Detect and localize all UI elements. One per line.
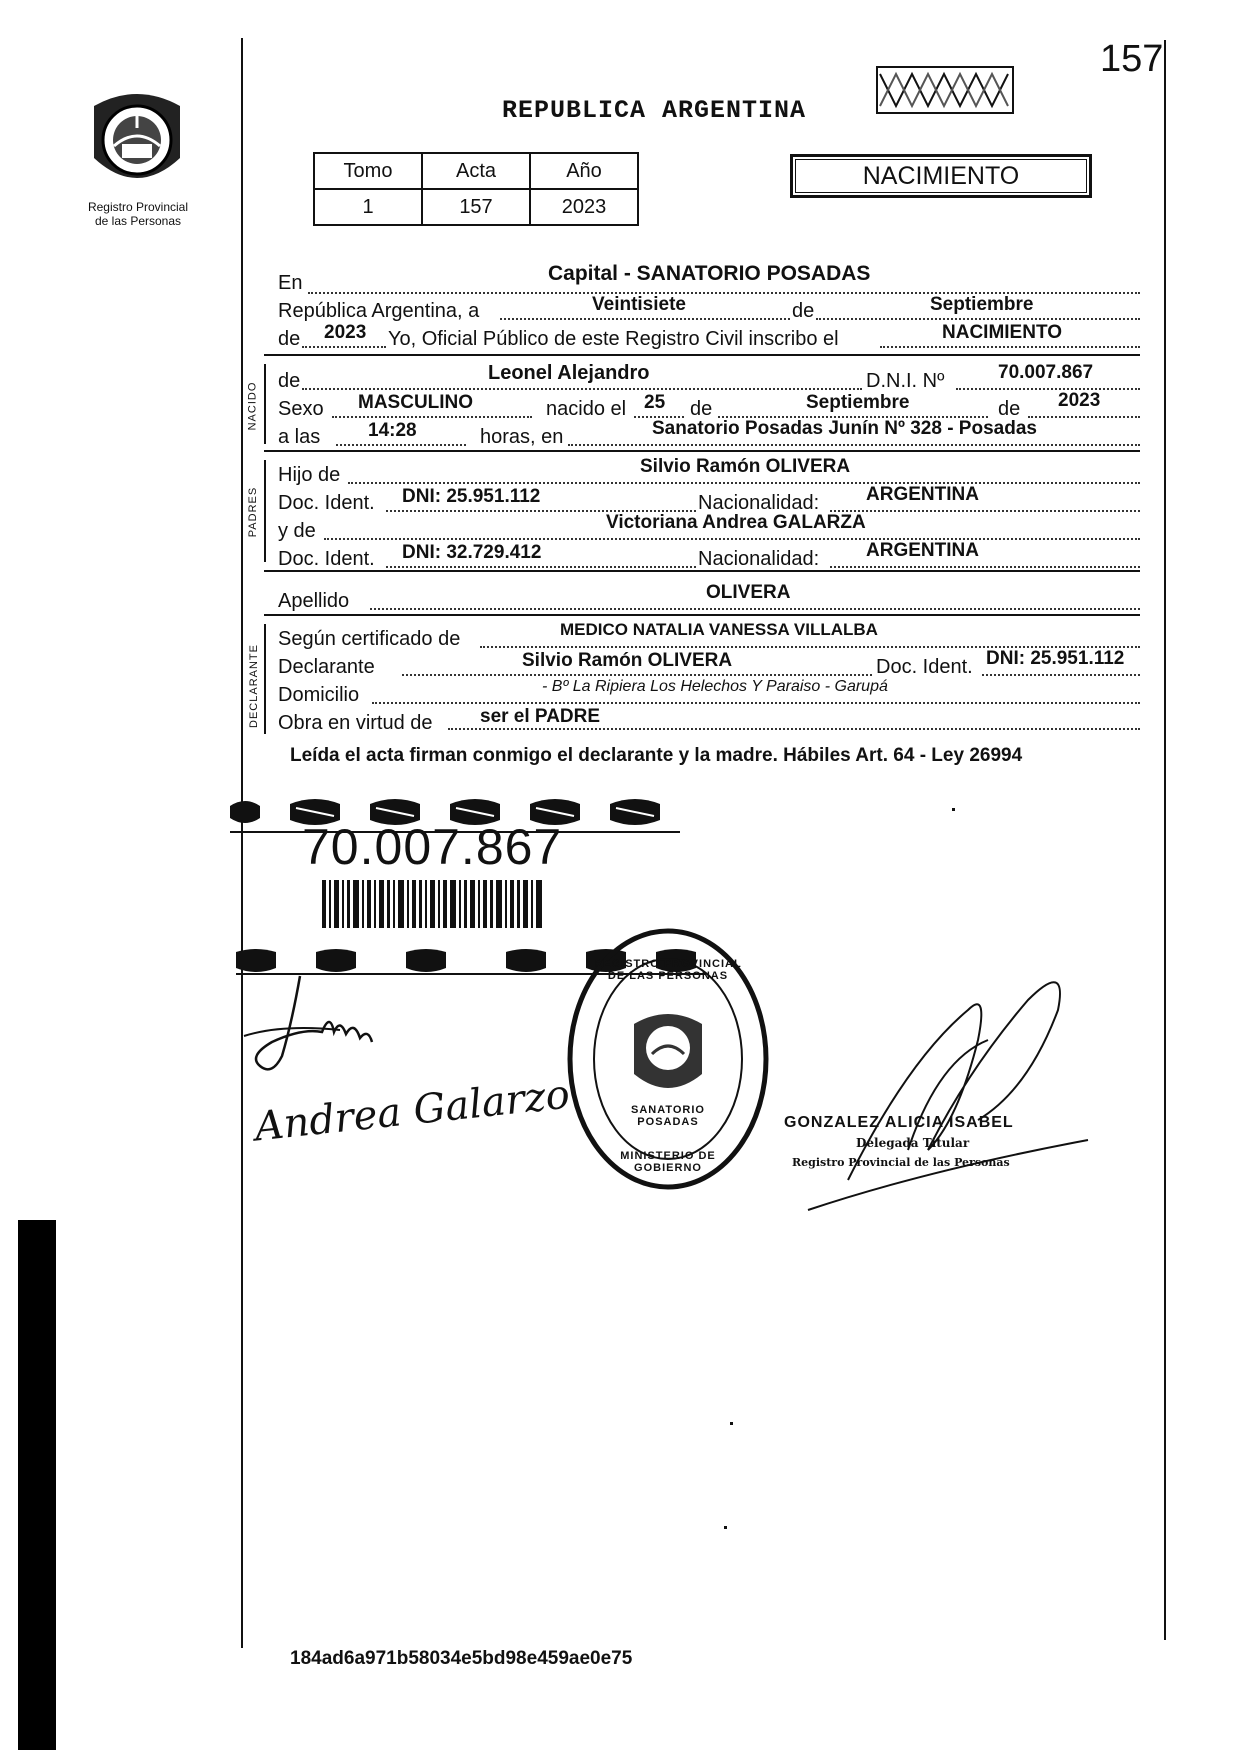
label-de-mes: de xyxy=(792,300,815,322)
nombre-nacido: Leonel Alejandro xyxy=(488,362,650,384)
anio-nacimiento: 2023 xyxy=(1058,390,1101,411)
dia-nacimiento: 25 xyxy=(644,392,666,413)
anio-value: 2023 xyxy=(530,189,638,225)
official-role: Delegada Titular xyxy=(856,1136,970,1150)
tomo-header: Tomo xyxy=(314,153,422,189)
act-type: NACIMIENTO xyxy=(862,162,1020,190)
dots-padre xyxy=(348,482,1140,484)
padre-documento: DNI: 25.951.112 xyxy=(402,486,541,507)
nacido-bracket xyxy=(264,364,266,444)
dots-dni xyxy=(956,388,1140,390)
label-apellido: Apellido xyxy=(278,590,350,612)
madre-documento: DNI: 32.729.412 xyxy=(402,542,542,563)
domicilio: - Bº La Ripiera Los Helechos Y Paraiso - Garupá xyxy=(542,678,888,695)
label-inscribo: Yo, Oficial Público de este Registro Civil inscribo el xyxy=(388,328,839,350)
label-republica: República Argentina, a xyxy=(278,300,480,322)
lugar-inscripcion: Capital - SANATORIO POSADAS xyxy=(548,262,871,285)
scan-speck xyxy=(730,1422,733,1425)
section-padres: PADRES xyxy=(247,486,260,538)
dots-nombre xyxy=(302,388,862,390)
tomo-value: 1 xyxy=(314,189,422,225)
madre-nombre: Victoriana Andrea GALARZA xyxy=(606,512,866,533)
label-obra: Obra en virtud de xyxy=(278,712,433,734)
label-horas-en: horas, en xyxy=(480,426,564,448)
separator-2 xyxy=(264,450,1140,452)
acta-header: Acta xyxy=(422,153,530,189)
stamp-outer-text: REGISTRO PROVINCIAL DE LAS PERSONAS xyxy=(594,958,742,982)
registry-label: Registro Provincial de las Personas xyxy=(87,200,189,228)
label-nac-madre: Nacionalidad: xyxy=(698,548,820,570)
mes-nacimiento: Septiembre xyxy=(806,392,910,413)
madre-nacionalidad: ARGENTINA xyxy=(866,540,979,561)
scan-speck xyxy=(952,808,955,811)
separator-1 xyxy=(264,354,1140,356)
label-a-las: a las xyxy=(278,426,321,448)
label-y-de: y de xyxy=(278,520,316,542)
padre-nombre: Silvio Ramón OLIVERA xyxy=(640,456,851,477)
dots-hora xyxy=(336,444,466,446)
label-en: En xyxy=(278,272,303,294)
scan-edge-black xyxy=(18,1220,56,1750)
dots-obra xyxy=(448,728,1140,730)
closing-text: Leída el acta firman conmigo el declarante y la madre. Hábiles Art. 64 - Ley 26994 xyxy=(290,745,1023,766)
declarant-signature-icon xyxy=(242,972,382,1082)
stamp-bottom-text: MINISTERIO DE GOBIERNO xyxy=(620,1150,716,1174)
section-declarante: DECLARANTE xyxy=(247,644,260,728)
obra-en-virtud: ser el PADRE xyxy=(480,706,601,727)
anio-header: Año xyxy=(530,153,638,189)
padres-bracket xyxy=(264,460,266,562)
mes-inscripcion: Septiembre xyxy=(930,294,1034,315)
dots-dia xyxy=(500,318,790,320)
separator-4 xyxy=(264,614,1140,616)
label-doc-padre: Doc. Ident. xyxy=(278,492,375,514)
label-nac-padre: Nacionalidad: xyxy=(698,492,820,514)
stamp-inner-text: SANATORIO POSADAS xyxy=(631,1104,705,1128)
padre-nacionalidad: ARGENTINA xyxy=(866,484,979,505)
label-doc-declarante: Doc. Ident. xyxy=(876,656,973,678)
dots-nac-madre xyxy=(830,566,1140,568)
scan-speck xyxy=(724,1526,727,1529)
label-segun: Según certificado de xyxy=(278,628,461,650)
page-number: 157 xyxy=(1100,38,1164,80)
apellido: OLIVERA xyxy=(706,582,791,603)
dni-nacido: 70.007.867 xyxy=(998,362,1094,383)
tipo-acta: NACIMIENTO xyxy=(942,322,1062,343)
label-de-mes-nac: de xyxy=(690,398,713,420)
label-dni: D.N.I. Nº xyxy=(866,370,945,392)
declarante-bracket xyxy=(264,624,266,734)
dots-mes xyxy=(816,318,1140,320)
province-seal-icon xyxy=(84,86,190,196)
declarante-nombre: Silvio Ramón OLIVERA xyxy=(522,650,733,671)
act-type-box xyxy=(790,154,1092,198)
label-declarante: Declarante xyxy=(278,656,375,678)
act-reference-table xyxy=(313,152,639,226)
dots-anio-nac xyxy=(1028,416,1140,418)
separator-3 xyxy=(264,570,1140,572)
hora-nacimiento: 14:28 xyxy=(368,420,417,441)
dots-lugar-nac xyxy=(568,444,1140,446)
label-doc-madre: Doc. Ident. xyxy=(278,548,375,570)
certificado-medico: MEDICO NATALIA VANESSA VILLALBA xyxy=(560,620,878,639)
official-name: GONZALEZ ALICIA ISABEL xyxy=(784,1114,1014,1131)
dots-sexo xyxy=(332,416,532,418)
official-signature-icon xyxy=(788,950,1098,1220)
mother-signature: Andrea Galarzo xyxy=(252,1071,572,1151)
sexo: MASCULINO xyxy=(358,392,474,413)
dots-domicilio xyxy=(372,702,1140,704)
page-title: REPUBLICA ARGENTINA xyxy=(502,96,807,125)
label-de-anio: de xyxy=(278,328,301,350)
declarante-documento: DNI: 25.951.112 xyxy=(986,648,1125,669)
dots-doc-madre xyxy=(386,566,696,568)
barcode-icon xyxy=(322,880,544,928)
dots-tipo xyxy=(880,346,1140,348)
dots-anio xyxy=(302,346,386,348)
label-de-nombre: de xyxy=(278,370,301,392)
document-hash: 184ad6a971b58034e5bd98e459ae0e75 xyxy=(290,1648,633,1669)
dni-stamp: 70.007.867 xyxy=(302,819,563,875)
anio-inscripcion: 2023 xyxy=(324,322,367,343)
section-nacido: NACIDO xyxy=(246,381,259,431)
label-nacido-el: nacido el xyxy=(546,398,627,420)
right-margin-line xyxy=(1164,40,1166,1640)
label-sexo: Sexo xyxy=(278,398,324,420)
official-office: Registro Provincial de las Personas xyxy=(792,1156,1010,1169)
label-domicilio: Domicilio xyxy=(278,684,360,706)
label-de-anio-nac: de xyxy=(998,398,1021,420)
label-hijo-de: Hijo de xyxy=(278,464,341,486)
dots-nac-padre xyxy=(830,510,1140,512)
dots-declarante xyxy=(402,674,872,676)
lugar-nacimiento: Sanatorio Posadas Junín Nº 328 - Posadas xyxy=(652,418,1037,439)
security-pattern-icon xyxy=(876,66,1014,114)
dots-doc-declarante xyxy=(982,674,1140,676)
dots-madre xyxy=(324,538,1140,540)
acta-value: 157 xyxy=(422,189,530,225)
left-margin-line xyxy=(241,38,243,1648)
dots-apellido xyxy=(370,608,1140,610)
dia-inscripcion: Veintisiete xyxy=(592,294,686,315)
